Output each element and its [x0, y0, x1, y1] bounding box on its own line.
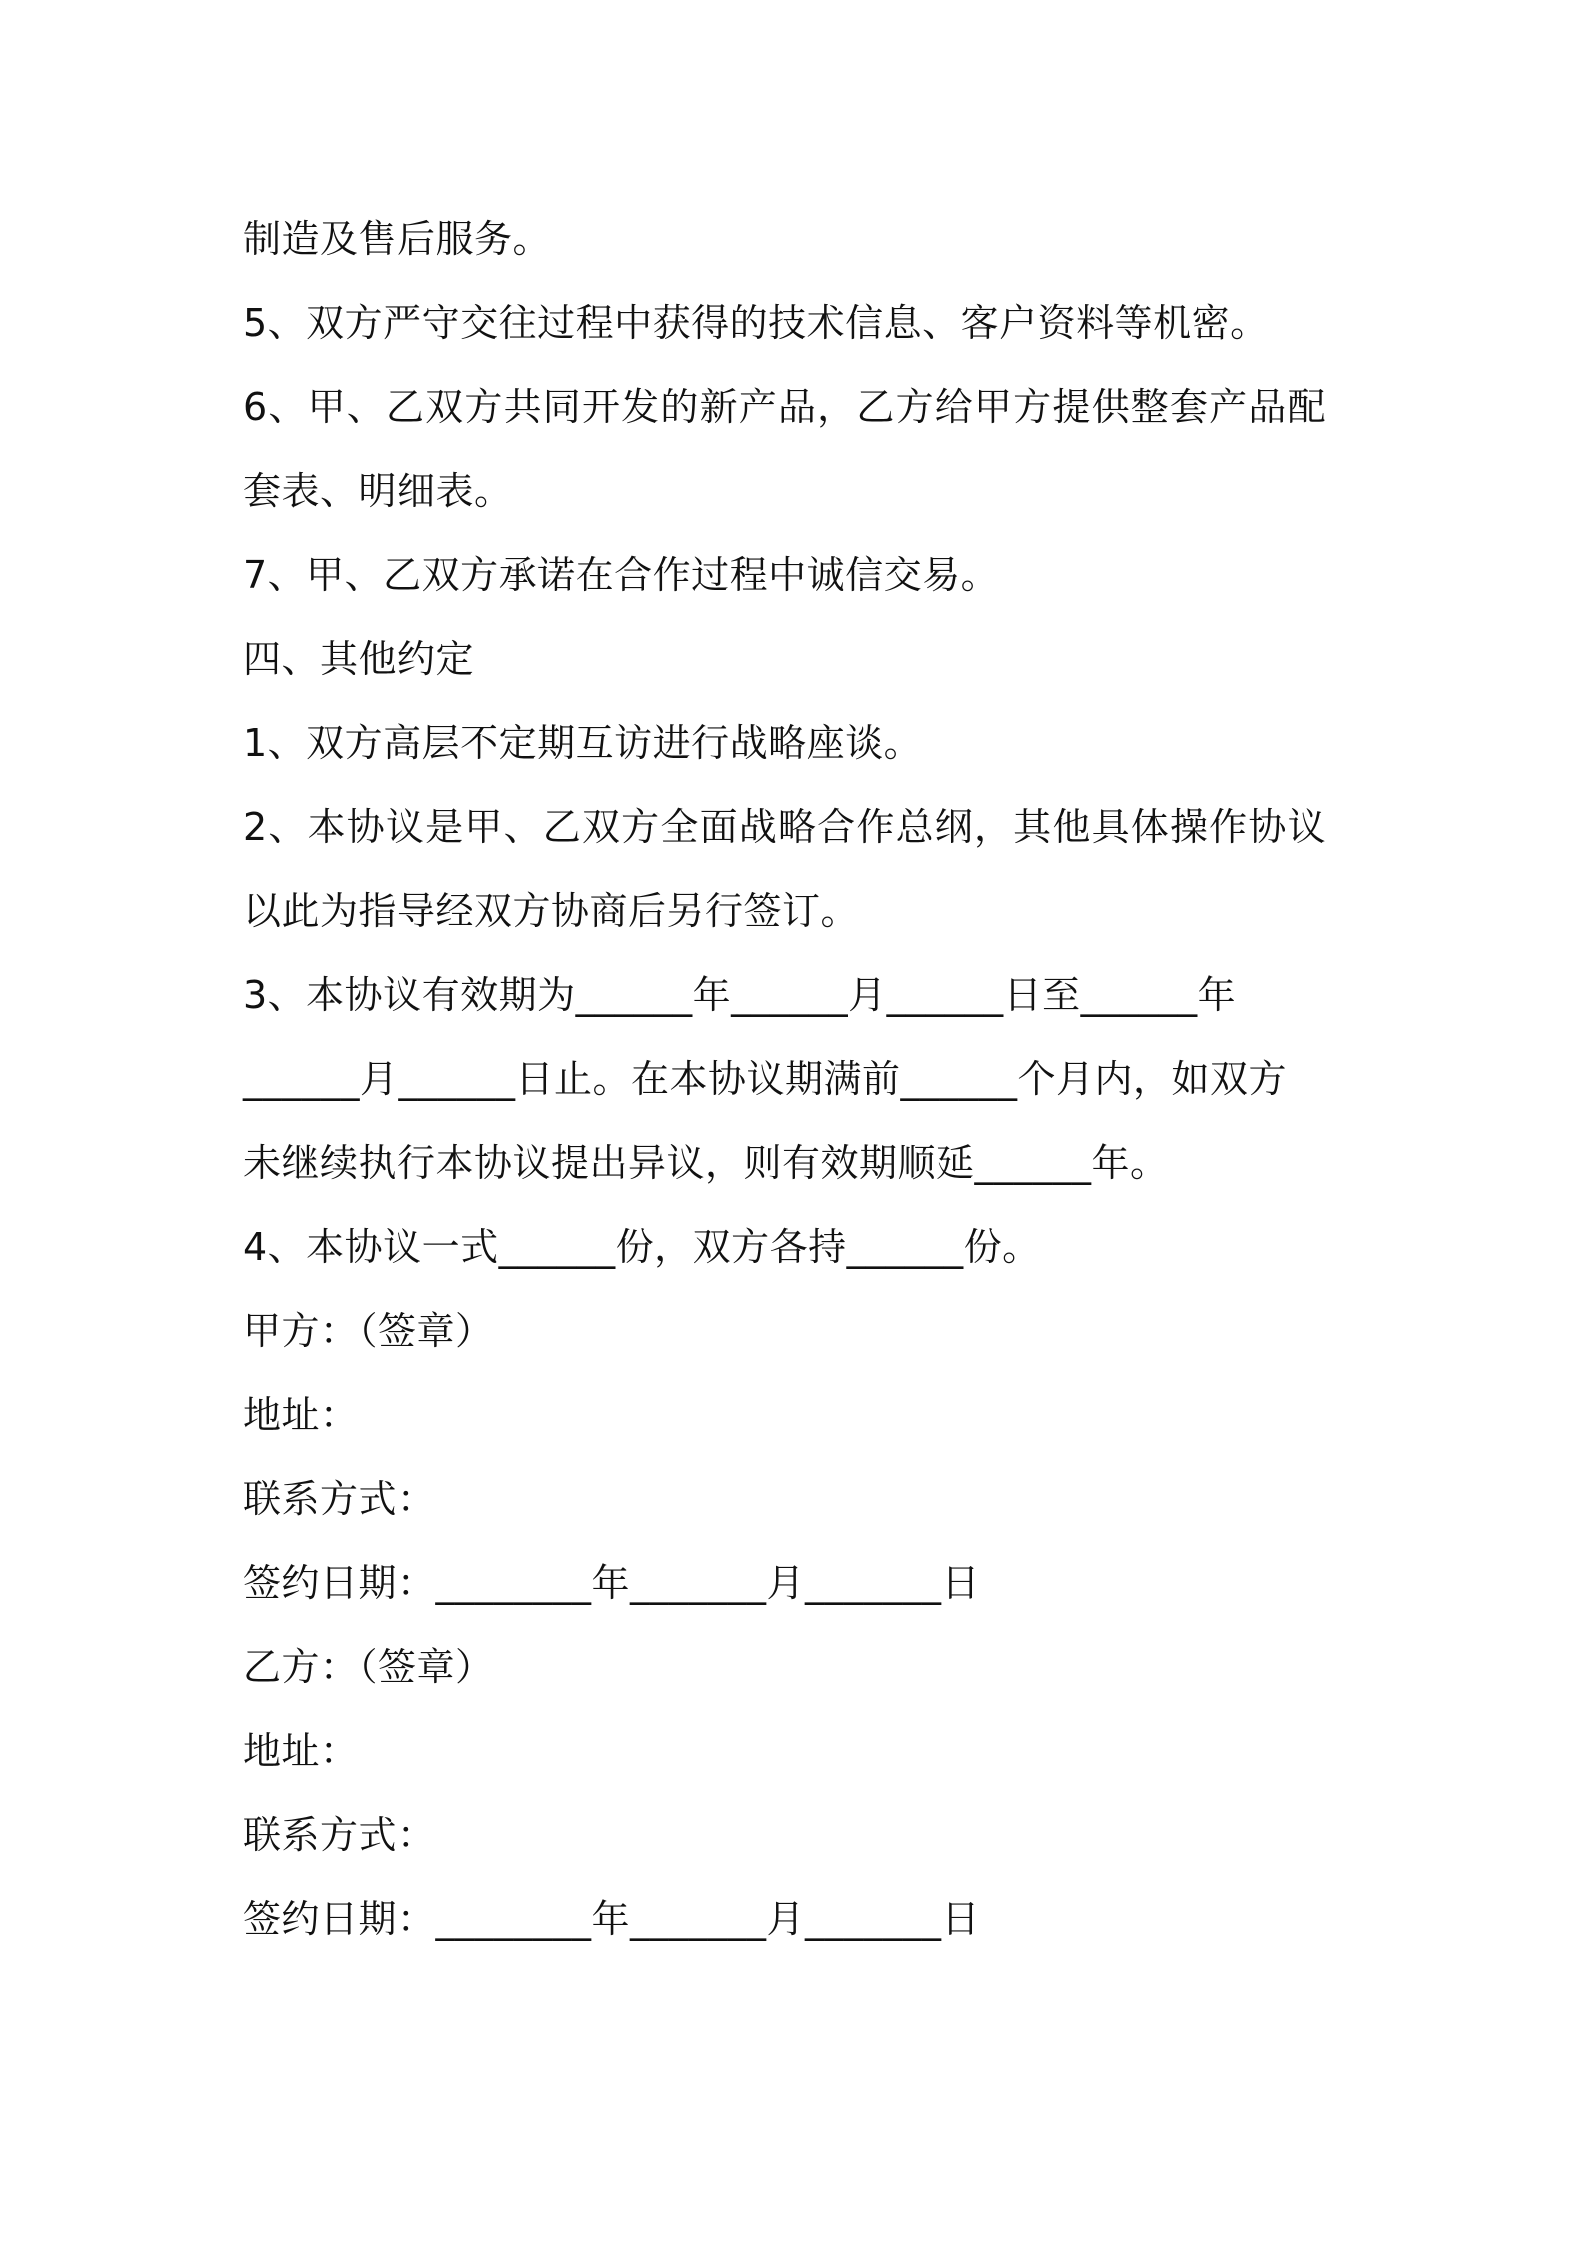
term-4: 4、本协议一式______份，双方各持______份。	[243, 1225, 1041, 1269]
party-b-contact: 联系方式：	[243, 1813, 436, 1857]
party-a-address: 地址：	[243, 1393, 359, 1437]
clause-continuation: 制造及售后服务。	[243, 217, 552, 261]
document-body	[243, 197, 1353, 1961]
party-a-signature: 甲方：（签章）	[243, 1309, 494, 1353]
party-a-contact: 联系方式：	[243, 1477, 436, 1521]
clause-6-continuation: 套表、明细表。	[243, 469, 513, 513]
term-3-continuation-2: 未继续执行本协议提出异议，则有效期顺延______年。	[243, 1141, 1169, 1185]
term-3: 3、本协议有效期为______年______月______日至______年	[243, 973, 1237, 1017]
party-b-signature: 乙方：（签章）	[243, 1645, 494, 1689]
party-b-address: 地址：	[243, 1729, 359, 1773]
party-b-sign-date: 签约日期：________年_______月_______日	[243, 1897, 981, 1941]
term-2: 2、本协议是甲、乙双方全面战略合作总纲，其他具体操作协议	[243, 805, 1327, 849]
clause-5: 5、双方严守交往过程中获得的技术信息、客户资料等机密。	[243, 301, 1269, 345]
section-heading-other-terms: 四、其他约定	[243, 637, 475, 681]
clause-7: 7、甲、乙双方承诺在合作过程中诚信交易。	[243, 553, 1000, 597]
party-a-sign-date: 签约日期：________年_______月_______日	[243, 1561, 981, 1605]
clause-6: 6、甲、乙双方共同开发的新产品，乙方给甲方提供整套产品配	[243, 385, 1327, 429]
term-1: 1、双方高层不定期互访进行战略座谈。	[243, 721, 923, 765]
term-2-continuation: 以此为指导经双方协商后另行签订。	[243, 889, 860, 933]
term-3-continuation: ______月______日止。在本协议期满前______个月内，如双方	[243, 1057, 1288, 1101]
